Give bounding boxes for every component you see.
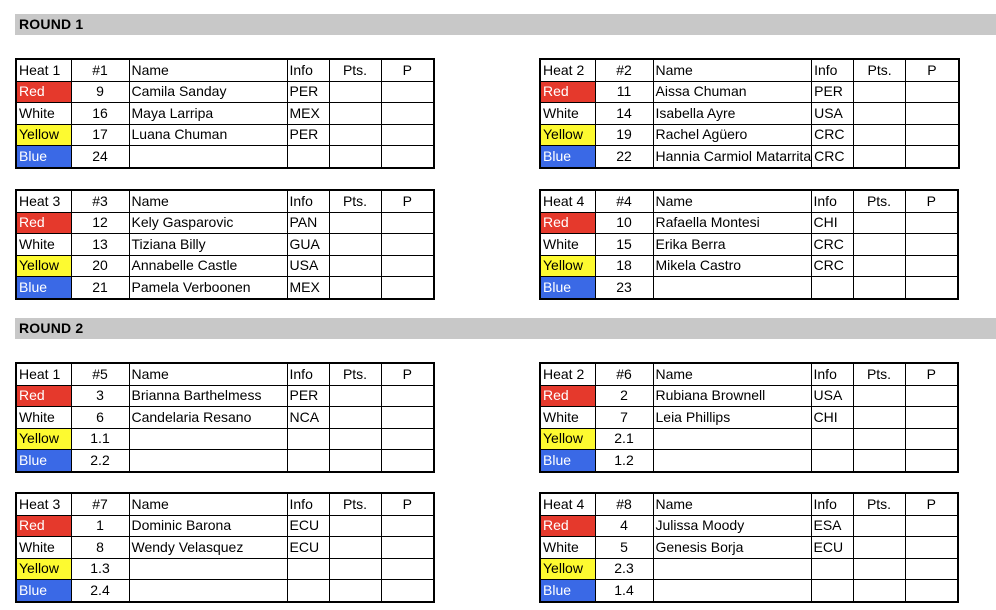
- info-header: Info: [811, 363, 853, 385]
- lane-color-cell: Blue: [540, 580, 595, 602]
- info-cell: [287, 580, 329, 602]
- heat-label: Heat 4: [540, 190, 595, 212]
- info-header: Info: [287, 59, 329, 81]
- lane-color-cell: Blue: [16, 146, 71, 168]
- athlete-name-cell: Isabella Ayre: [653, 103, 812, 125]
- athlete-name-cell: Tiziana Billy: [129, 234, 287, 256]
- round-1-header: [15, 14, 996, 35]
- table-row: [16, 81, 434, 103]
- table-row: [16, 407, 434, 429]
- athlete-name-cell: Kely Gasparovic: [129, 212, 287, 234]
- athlete-number-cell: 12: [71, 212, 129, 234]
- heat-table-r2-h1: [15, 362, 435, 473]
- points-cell: [854, 103, 906, 125]
- athlete-number-cell: 2.1: [595, 428, 653, 450]
- placing-cell: [905, 234, 958, 256]
- info-cell: USA: [812, 103, 854, 125]
- table-row: [540, 103, 959, 125]
- placing-cell: [381, 146, 434, 168]
- points-cell: [329, 515, 381, 537]
- points-cell: [853, 234, 905, 256]
- athlete-number-cell: 1.2: [595, 450, 653, 472]
- athlete-number-cell: 2: [595, 385, 653, 407]
- pts-header: Pts.: [329, 190, 381, 212]
- placing-cell: [905, 255, 958, 277]
- heat-header-row: [16, 59, 434, 81]
- lane-color-cell: Red: [16, 515, 71, 537]
- points-cell: [329, 212, 381, 234]
- athlete-name-cell: Dominic Barona: [129, 515, 287, 537]
- round-title: ROUND 2: [19, 320, 84, 336]
- info-cell: [287, 428, 329, 450]
- table-row: [540, 537, 958, 559]
- athlete-number-cell: 5: [595, 537, 653, 559]
- athlete-number-cell: 16: [71, 103, 129, 125]
- info-header: Info: [287, 363, 329, 385]
- info-header: Info: [287, 493, 329, 515]
- points-cell: [329, 103, 381, 125]
- table-row: [16, 103, 434, 125]
- p-header: P: [381, 363, 434, 385]
- heat-header-row: [16, 190, 434, 212]
- lane-color-cell: White: [540, 407, 595, 429]
- placing-cell: [381, 234, 434, 256]
- placing-cell: [905, 537, 958, 559]
- placing-cell: [906, 124, 959, 146]
- points-cell: [329, 234, 381, 256]
- table-row: [540, 385, 958, 407]
- points-cell: [853, 255, 905, 277]
- athlete-number-cell: 13: [71, 234, 129, 256]
- lane-color-cell: White: [16, 103, 71, 125]
- athlete-name-cell: Candelaria Resano: [129, 407, 287, 429]
- info-cell: CHI: [811, 407, 853, 429]
- pts-header: Pts.: [853, 190, 905, 212]
- athlete-number-cell: 2.2: [71, 450, 129, 472]
- info-header: Info: [287, 190, 329, 212]
- p-header: P: [381, 190, 434, 212]
- lane-color-cell: Yellow: [16, 124, 71, 146]
- placing-cell: [905, 515, 958, 537]
- table-row: [540, 407, 958, 429]
- p-header: P: [381, 59, 434, 81]
- info-cell: [811, 277, 853, 299]
- lane-color-cell: Red: [540, 385, 595, 407]
- info-header: Info: [811, 493, 853, 515]
- points-cell: [854, 81, 906, 103]
- points-cell: [329, 146, 381, 168]
- table-row: [16, 558, 434, 580]
- heat-number: #7: [71, 493, 129, 515]
- heat-header-row: [540, 493, 958, 515]
- info-cell: PER: [812, 81, 854, 103]
- athlete-name-cell: [653, 580, 811, 602]
- points-cell: [329, 580, 381, 602]
- lane-color-cell: Red: [540, 81, 595, 103]
- placing-cell: [381, 81, 434, 103]
- points-cell: [329, 124, 381, 146]
- heat-number: #5: [71, 363, 129, 385]
- athlete-name-cell: [653, 450, 811, 472]
- lane-color-cell: Yellow: [16, 255, 71, 277]
- info-cell: PER: [287, 124, 329, 146]
- heat-table-r2-h4: [539, 492, 959, 603]
- heat-table-r1-h4: [539, 189, 959, 300]
- heat-label: Heat 2: [540, 363, 595, 385]
- lane-color-cell: White: [16, 407, 71, 429]
- athlete-name-cell: Erika Berra: [653, 234, 811, 256]
- table-row: [16, 537, 434, 559]
- lane-color-cell: White: [540, 537, 595, 559]
- placing-cell: [906, 103, 959, 125]
- name-header: Name: [129, 59, 287, 81]
- athlete-name-cell: Wendy Velasquez: [129, 537, 287, 559]
- table-row: [16, 212, 434, 234]
- heat-header-row: [16, 493, 434, 515]
- info-cell: NCA: [287, 407, 329, 429]
- athlete-name-cell: Genesis Borja: [653, 537, 811, 559]
- athlete-number-cell: 14: [595, 103, 653, 125]
- table-row: [540, 428, 958, 450]
- info-cell: PER: [287, 81, 329, 103]
- heat-number: #1: [71, 59, 129, 81]
- points-cell: [853, 277, 905, 299]
- points-cell: [329, 255, 381, 277]
- placing-cell: [905, 558, 958, 580]
- athlete-name-cell: Rachel Agüero: [653, 124, 812, 146]
- table-row: [16, 277, 434, 299]
- placing-cell: [906, 146, 959, 168]
- athlete-number-cell: 2.3: [595, 558, 653, 580]
- table-row: [16, 385, 434, 407]
- info-cell: [287, 558, 329, 580]
- info-cell: ESA: [811, 515, 853, 537]
- athlete-number-cell: 3: [71, 385, 129, 407]
- heat-header-row: [540, 190, 958, 212]
- athlete-number-cell: 15: [595, 234, 653, 256]
- table-row: [540, 146, 959, 168]
- heat-label: Heat 4: [540, 493, 595, 515]
- athlete-number-cell: 11: [595, 81, 653, 103]
- heat-table-r1-h2: [539, 58, 960, 169]
- athlete-number-cell: 8: [71, 537, 129, 559]
- table-row: [16, 234, 434, 256]
- lane-color-cell: Yellow: [540, 124, 595, 146]
- lane-color-cell: Yellow: [540, 255, 595, 277]
- athlete-name-cell: Rafaella Montesi: [653, 212, 811, 234]
- athlete-number-cell: 2.4: [71, 580, 129, 602]
- points-cell: [853, 450, 905, 472]
- athlete-number-cell: 24: [71, 146, 129, 168]
- placing-cell: [381, 450, 434, 472]
- table-row: [540, 124, 959, 146]
- pts-header: Pts.: [854, 59, 906, 81]
- p-header: P: [905, 363, 958, 385]
- placing-cell: [381, 277, 434, 299]
- info-cell: [811, 580, 853, 602]
- name-header: Name: [129, 493, 287, 515]
- lane-color-cell: Blue: [540, 146, 595, 168]
- athlete-name-cell: Julissa Moody: [653, 515, 811, 537]
- lane-color-cell: Blue: [16, 277, 71, 299]
- athlete-number-cell: 19: [595, 124, 653, 146]
- placing-cell: [381, 385, 434, 407]
- name-header: Name: [653, 190, 811, 212]
- athlete-number-cell: 7: [595, 407, 653, 429]
- heat-table-r2-h3: [15, 492, 435, 603]
- placing-cell: [905, 450, 958, 472]
- info-cell: USA: [811, 385, 853, 407]
- athlete-number-cell: 23: [595, 277, 653, 299]
- placing-cell: [905, 385, 958, 407]
- placing-cell: [381, 407, 434, 429]
- placing-cell: [905, 407, 958, 429]
- placing-cell: [381, 580, 434, 602]
- heat-header-row: [540, 59, 959, 81]
- name-header: Name: [129, 363, 287, 385]
- heat-label: Heat 1: [16, 363, 71, 385]
- athlete-name-cell: Brianna Barthelmess: [129, 385, 287, 407]
- athlete-name-cell: Mikela Castro: [653, 255, 811, 277]
- info-header: Info: [812, 59, 854, 81]
- heat-label: Heat 1: [16, 59, 71, 81]
- lane-color-cell: Yellow: [16, 428, 71, 450]
- athlete-number-cell: 22: [595, 146, 653, 168]
- table-row: [540, 234, 958, 256]
- lane-color-cell: Yellow: [540, 428, 595, 450]
- info-cell: ECU: [287, 515, 329, 537]
- round-title: ROUND 1: [19, 16, 84, 32]
- table-row: [16, 428, 434, 450]
- athlete-number-cell: 9: [71, 81, 129, 103]
- table-row: [540, 81, 959, 103]
- info-cell: MEX: [287, 103, 329, 125]
- info-cell: CRC: [812, 124, 854, 146]
- info-cell: [811, 428, 853, 450]
- info-cell: CRC: [812, 146, 854, 168]
- athlete-number-cell: 17: [71, 124, 129, 146]
- athlete-name-cell: [129, 146, 287, 168]
- info-cell: ECU: [811, 537, 853, 559]
- lane-color-cell: Red: [16, 81, 71, 103]
- points-cell: [853, 558, 905, 580]
- info-cell: PER: [287, 385, 329, 407]
- round-2-header: [15, 318, 996, 339]
- placing-cell: [381, 255, 434, 277]
- points-cell: [329, 450, 381, 472]
- heat-label: Heat 3: [16, 493, 71, 515]
- athlete-name-cell: Aissa Chuman: [653, 81, 812, 103]
- heat-label: Heat 3: [16, 190, 71, 212]
- lane-color-cell: Yellow: [16, 558, 71, 580]
- info-cell: USA: [287, 255, 329, 277]
- athlete-number-cell: 1.3: [71, 558, 129, 580]
- heat-table-r2-h2: [539, 362, 959, 473]
- heat-header-row: [540, 363, 958, 385]
- name-header: Name: [653, 59, 812, 81]
- info-cell: MEX: [287, 277, 329, 299]
- pts-header: Pts.: [329, 493, 381, 515]
- placing-cell: [905, 580, 958, 602]
- athlete-number-cell: 18: [595, 255, 653, 277]
- table-row: [16, 124, 434, 146]
- athlete-name-cell: [129, 558, 287, 580]
- info-cell: CRC: [811, 234, 853, 256]
- name-header: Name: [653, 493, 811, 515]
- placing-cell: [381, 103, 434, 125]
- p-header: P: [381, 493, 434, 515]
- info-cell: CHI: [811, 212, 853, 234]
- points-cell: [854, 124, 906, 146]
- heat-number: #6: [595, 363, 653, 385]
- placing-cell: [906, 81, 959, 103]
- lane-color-cell: White: [16, 537, 71, 559]
- heat-label: Heat 2: [540, 59, 595, 81]
- points-cell: [329, 407, 381, 429]
- points-cell: [853, 385, 905, 407]
- name-header: Name: [129, 190, 287, 212]
- heat-number: #2: [595, 59, 653, 81]
- athlete-number-cell: 1: [71, 515, 129, 537]
- p-header: P: [905, 190, 958, 212]
- athlete-name-cell: Camila Sanday: [129, 81, 287, 103]
- heat-table-r1-h1: [15, 58, 435, 169]
- athlete-name-cell: Rubiana Brownell: [653, 385, 811, 407]
- athlete-name-cell: [653, 558, 811, 580]
- points-cell: [329, 385, 381, 407]
- heat-number: #8: [595, 493, 653, 515]
- points-cell: [853, 515, 905, 537]
- points-cell: [329, 428, 381, 450]
- lane-color-cell: Red: [540, 212, 595, 234]
- table-row: [540, 277, 958, 299]
- athlete-number-cell: 21: [71, 277, 129, 299]
- table-row: [16, 146, 434, 168]
- table-row: [540, 212, 958, 234]
- p-header: P: [906, 59, 959, 81]
- table-row: [16, 255, 434, 277]
- placing-cell: [381, 124, 434, 146]
- placing-cell: [381, 515, 434, 537]
- heat-table-r1-h3: [15, 189, 435, 300]
- points-cell: [329, 81, 381, 103]
- athlete-name-cell: Leia Phillips: [653, 407, 811, 429]
- lane-color-cell: White: [540, 103, 595, 125]
- points-cell: [853, 407, 905, 429]
- athlete-number-cell: 6: [71, 407, 129, 429]
- placing-cell: [381, 428, 434, 450]
- heat-number: #3: [71, 190, 129, 212]
- athlete-name-cell: Maya Larripa: [129, 103, 287, 125]
- info-cell: [811, 558, 853, 580]
- table-row: [540, 255, 958, 277]
- placing-cell: [905, 212, 958, 234]
- heat-number: #4: [595, 190, 653, 212]
- table-row: [16, 580, 434, 602]
- info-header: Info: [811, 190, 853, 212]
- points-cell: [853, 537, 905, 559]
- placing-cell: [381, 212, 434, 234]
- table-row: [16, 450, 434, 472]
- athlete-name-cell: Pamela Verboonen: [129, 277, 287, 299]
- info-cell: [287, 450, 329, 472]
- points-cell: [853, 212, 905, 234]
- info-cell: GUA: [287, 234, 329, 256]
- pts-header: Pts.: [329, 59, 381, 81]
- pts-header: Pts.: [853, 363, 905, 385]
- points-cell: [854, 146, 906, 168]
- info-cell: ECU: [287, 537, 329, 559]
- athlete-name-cell: Annabelle Castle: [129, 255, 287, 277]
- name-header: Name: [653, 363, 811, 385]
- athlete-name-cell: [653, 277, 811, 299]
- lane-color-cell: Red: [540, 515, 595, 537]
- heat-header-row: [16, 363, 434, 385]
- info-cell: CRC: [811, 255, 853, 277]
- placing-cell: [381, 558, 434, 580]
- athlete-name-cell: [129, 580, 287, 602]
- pts-header: Pts.: [853, 493, 905, 515]
- table-row: [540, 558, 958, 580]
- lane-color-cell: Blue: [16, 580, 71, 602]
- table-row: [540, 515, 958, 537]
- athlete-number-cell: 1.1: [71, 428, 129, 450]
- lane-color-cell: Red: [16, 212, 71, 234]
- lane-color-cell: White: [540, 234, 595, 256]
- athlete-number-cell: 10: [595, 212, 653, 234]
- athlete-name-cell: [129, 450, 287, 472]
- table-row: [540, 450, 958, 472]
- athlete-number-cell: 1.4: [595, 580, 653, 602]
- placing-cell: [381, 537, 434, 559]
- athlete-name-cell: [653, 428, 811, 450]
- table-row: [540, 580, 958, 602]
- placing-cell: [905, 277, 958, 299]
- info-cell: PAN: [287, 212, 329, 234]
- athlete-name-cell: Luana Chuman: [129, 124, 287, 146]
- lane-color-cell: White: [16, 234, 71, 256]
- points-cell: [329, 537, 381, 559]
- placing-cell: [905, 428, 958, 450]
- athlete-name-cell: Hannia Carmiol Matarrita: [653, 146, 812, 168]
- p-header: P: [905, 493, 958, 515]
- lane-color-cell: Blue: [540, 277, 595, 299]
- points-cell: [329, 277, 381, 299]
- lane-color-cell: Blue: [16, 450, 71, 472]
- info-cell: [287, 146, 329, 168]
- points-cell: [853, 428, 905, 450]
- points-cell: [329, 558, 381, 580]
- lane-color-cell: Yellow: [540, 558, 595, 580]
- athlete-number-cell: 4: [595, 515, 653, 537]
- info-cell: [811, 450, 853, 472]
- table-row: [16, 515, 434, 537]
- lane-color-cell: Blue: [540, 450, 595, 472]
- athlete-name-cell: [129, 428, 287, 450]
- lane-color-cell: Red: [16, 385, 71, 407]
- athlete-number-cell: 20: [71, 255, 129, 277]
- pts-header: Pts.: [329, 363, 381, 385]
- points-cell: [853, 580, 905, 602]
